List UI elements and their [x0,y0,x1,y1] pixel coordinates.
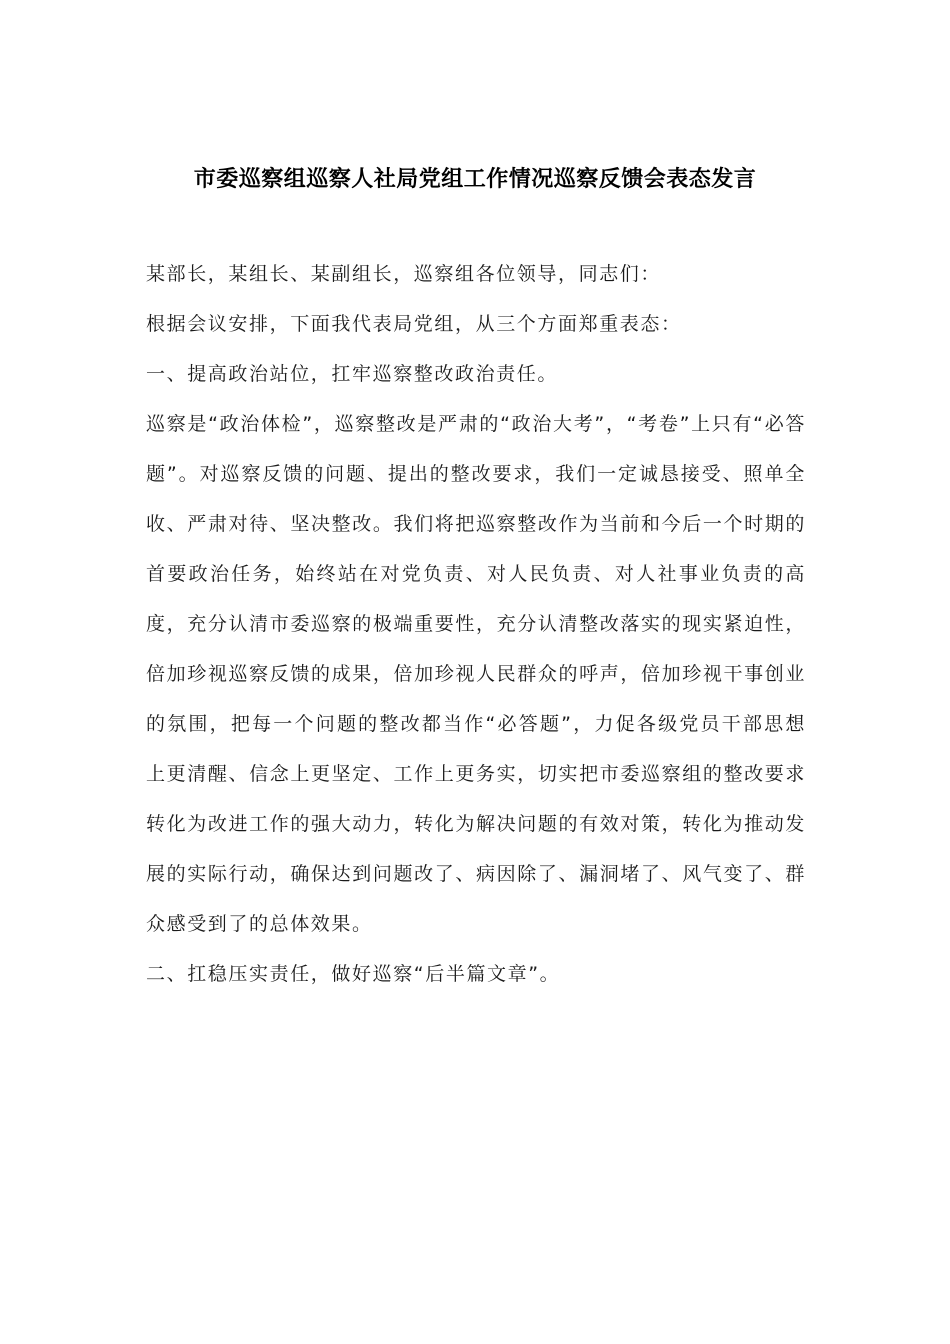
document-body [146,249,806,999]
document-title: 市委巡察组巡察人社局党组工作情况巡察反馈会表态发言 [193,166,757,192]
intro-paragraph: 根据会议安排，下面我代表局党组，从三个方面郑重表态： [146,313,682,335]
body-paragraph: 巡察是“政治体检”，巡察整改是严肃的“政治大考”，“考卷”上只有“必答题”。对巡察反馈的问题、提出的整改要求，我们一定诚恳接受、照单全收、严肃对待、坚决整改。我们将把巡察整改作为当前和今后一个时期的首要政治任务，始终站在对党负责、对人民负责、对人社事业负责的高度，充分认清市委巡察的极端重要性，充分认清整改落实的现实紧迫性，倍加珍视巡察反馈的成果，倍加珍视人民群众的呼声，倍加珍视干事创业的氛围，把每一个问题的整改都当作“必答题”，力促各级党员干部思想上更清醒、信念上更坚定、工作上更务实，切实把市委巡察组的整改要求转化为改进工作的强大动力，转化为解决问题的有效对策，转化为推动发展的实际行动，确保达到问题改了、病因除了、漏洞堵了、风气变了、群众感受到了的总体效果。 [146,413,806,935]
section-heading-1: 一、提高政治站位，扛牢巡察整改政治责任。 [146,363,559,385]
salutation-paragraph: 某部长，某组长、某副组长，巡察组各位领导，同志们： [146,263,662,285]
section-heading-2: 二、扛稳压实责任，做好巡察“后半篇文章”。 [146,963,561,985]
